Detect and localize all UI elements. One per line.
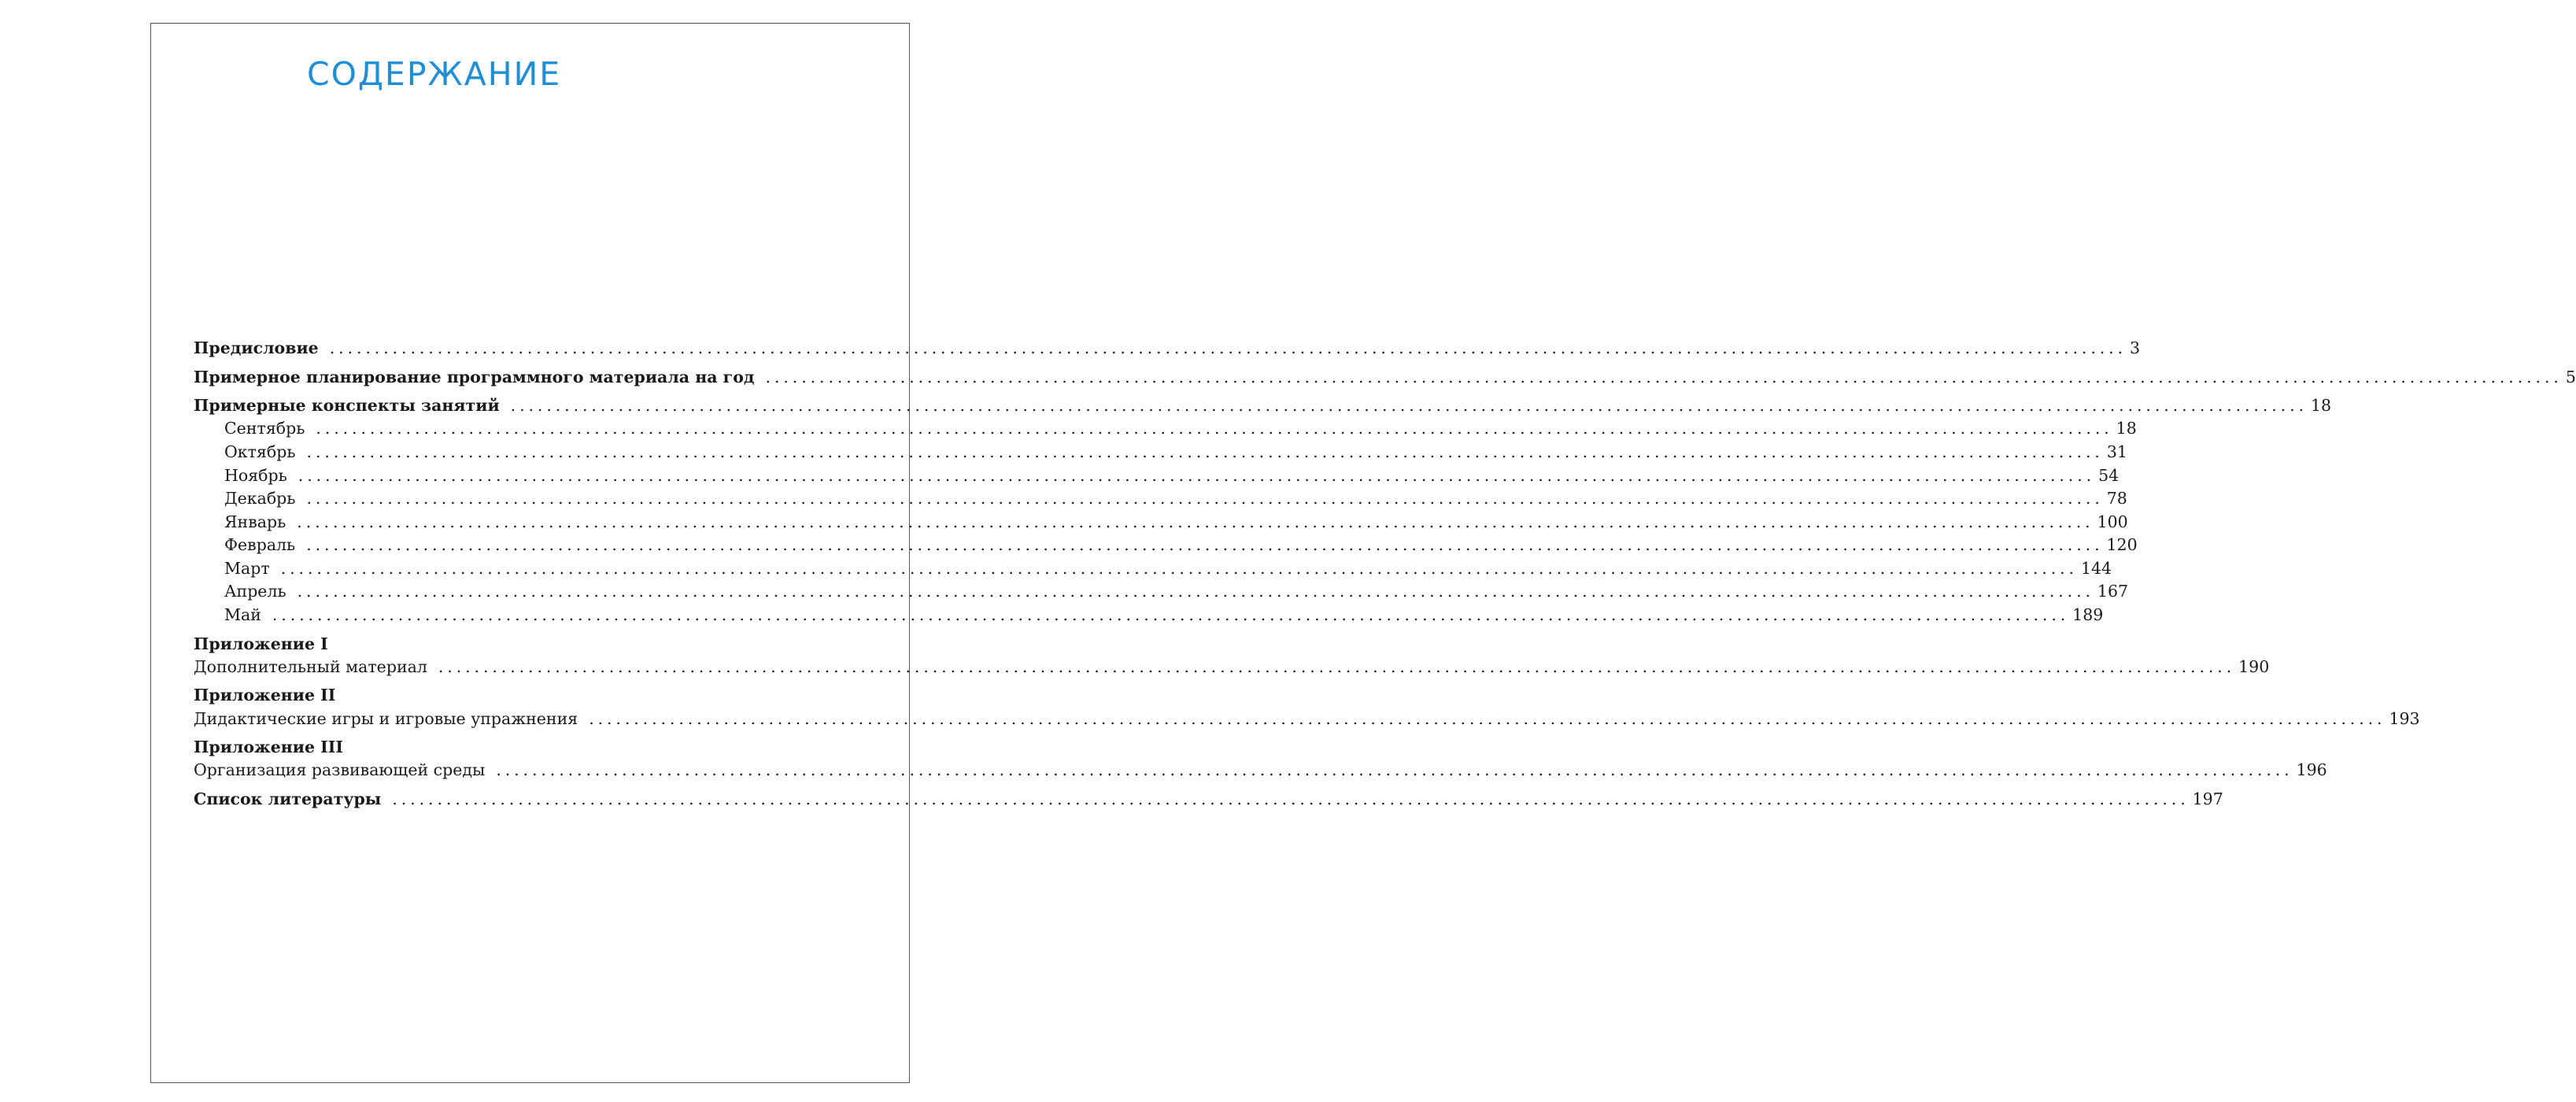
- toc-page-number: 78: [2106, 489, 2127, 508]
- toc-entry-label: Февраль: [224, 535, 296, 554]
- toc-entry-planning[interactable]: [194, 368, 2576, 391]
- toc-entry-april[interactable]: [224, 582, 2129, 605]
- toc-entry-label: Примерные конспекты занятий: [194, 396, 500, 415]
- toc-entry-label: Организация развивающей среды: [194, 760, 486, 779]
- toc-heading-appendix-1: Приложение I: [194, 634, 328, 653]
- dot-leader: ........................................................................................................................................................................................................: [765, 368, 2563, 386]
- toc-page-number: 54: [2098, 466, 2120, 485]
- toc-entry-appendix-3[interactable]: [194, 760, 2327, 784]
- toc-heading-appendix-3: Приложение III: [194, 738, 343, 756]
- toc-entry-september[interactable]: [224, 419, 2137, 442]
- book-page: [150, 23, 2576, 1083]
- toc-entry-preface[interactable]: [194, 338, 2141, 362]
- toc-page-number: 193: [2389, 709, 2420, 728]
- toc-page-number: 190: [2238, 657, 2270, 676]
- dot-leader: ........................................................................................................................................................................................................: [392, 790, 2190, 808]
- dot-leader: ........................................................................................................................................................................................................: [297, 582, 2094, 601]
- dot-leader: ........................................................................................................................................................................................................: [496, 760, 2293, 779]
- dot-leader: ........................................................................................................................................................................................................: [306, 535, 2104, 554]
- toc-entry-appendix-1[interactable]: [194, 657, 2270, 681]
- toc-entry-label: Март: [224, 559, 270, 578]
- dot-leader: ........................................................................................................................................................................................................: [280, 559, 2078, 578]
- dot-leader: ........................................................................................................................................................................................................: [272, 605, 2070, 624]
- toc-entry-label: Дидактические игры и игровые упражнения: [194, 709, 578, 728]
- dot-leader: ........................................................................................................................................................................................................: [297, 512, 2094, 531]
- toc-entry-appendix-2[interactable]: [194, 709, 2420, 733]
- toc-page-number: 189: [2072, 605, 2104, 624]
- toc-heading-appendix-2: Приложение II: [194, 686, 336, 704]
- toc-entry-october[interactable]: [224, 442, 2127, 466]
- toc-entry-bibliography[interactable]: [194, 790, 2223, 813]
- dot-leader: ........................................................................................................................................................................................................: [306, 489, 2104, 508]
- toc-entry-label: Примерное планирование программного материала на год: [194, 368, 755, 386]
- toc-entry-label: Список литературы: [194, 790, 382, 808]
- toc-page-number: 3: [2130, 338, 2141, 357]
- toc-page-number: 167: [2097, 582, 2129, 601]
- toc-page-number: 100: [2097, 512, 2128, 531]
- toc-entry-outlines[interactable]: [194, 396, 2332, 420]
- toc-entry-december[interactable]: [224, 489, 2127, 512]
- toc-page-number: 18: [2116, 419, 2137, 438]
- toc-entry-may[interactable]: [224, 605, 2104, 629]
- page-title: СОДЕРЖАНИЕ: [307, 55, 562, 93]
- toc-page-number: 144: [2080, 559, 2112, 578]
- toc-page-number: 197: [2192, 790, 2223, 808]
- dot-leader: ........................................................................................................................................................................................................: [438, 657, 2236, 676]
- toc-entry-label: Сентябрь: [224, 419, 305, 438]
- dot-leader: ........................................................................................................................................................................................................: [589, 709, 2386, 728]
- toc-entry-march[interactable]: [224, 559, 2112, 582]
- toc-entry-label: Апрель: [224, 582, 286, 601]
- toc-page-number: 5: [2565, 368, 2576, 386]
- toc-entry-label: Дополнительный материал: [194, 657, 427, 676]
- toc-entry-february[interactable]: [224, 535, 2138, 559]
- dot-leader: ........................................................................................................................................................................................................: [306, 442, 2104, 461]
- toc-entry-label: Ноябрь: [224, 466, 287, 485]
- dot-leader: ........................................................................................................................................................................................................: [510, 396, 2308, 415]
- dot-leader: ........................................................................................................................................................................................................: [329, 338, 2127, 357]
- dot-leader: ........................................................................................................................................................................................................: [298, 466, 2096, 485]
- dot-leader: ........................................................................................................................................................................................................: [316, 419, 2113, 438]
- toc-entry-january[interactable]: [224, 512, 2128, 536]
- toc-page-number: 196: [2296, 760, 2327, 779]
- toc-page-number: 31: [2106, 442, 2127, 461]
- toc-entry-label: Октябрь: [224, 442, 296, 461]
- toc-entry-label: Декабрь: [224, 489, 296, 508]
- toc-entry-label: Предисловие: [194, 338, 319, 357]
- toc-entry-label: Январь: [224, 512, 286, 531]
- toc-page-number: 18: [2310, 396, 2332, 415]
- toc-entry-november[interactable]: [224, 466, 2120, 490]
- toc-page-number: 120: [2106, 535, 2138, 554]
- toc-entry-label: Май: [224, 605, 261, 624]
